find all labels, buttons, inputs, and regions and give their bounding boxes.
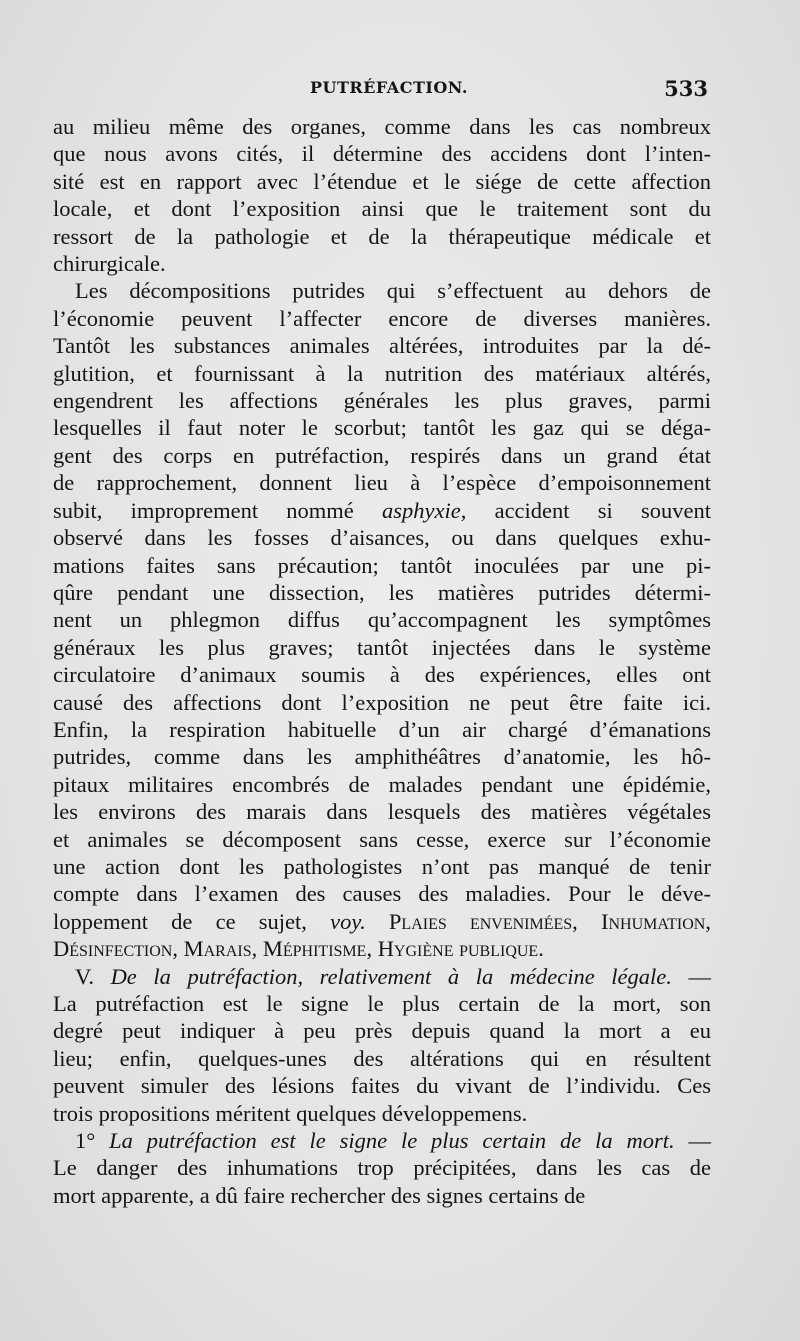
text-run: qûre pendant une dissection, les matières putrides détermi- bbox=[53, 579, 711, 605]
running-head-title: PUTRÉFACTION. bbox=[310, 78, 468, 97]
text-run: locale, et dont l’exposition ainsi que le traitement sont du bbox=[53, 196, 711, 222]
text-run: — bbox=[674, 1128, 712, 1154]
text-run: accident si souvent bbox=[466, 497, 711, 523]
text-line bbox=[53, 305, 711, 332]
text-run: généraux les plus graves; tantôt injectées dans le système bbox=[53, 634, 711, 660]
small-caps-text: Plaies envenimées bbox=[388, 908, 573, 934]
text-line bbox=[53, 963, 711, 990]
text-run: putrides, comme dans les amphithéâtres d’anatomie, les hô- bbox=[53, 744, 711, 770]
text-run: observé dans les fosses d’aisances, ou dans quelques exhu- bbox=[53, 525, 711, 551]
text-line bbox=[53, 1127, 711, 1154]
small-caps-text: Inhumation bbox=[600, 908, 706, 934]
text-run: Les décompositions putrides qui s’effectuent au dehors de bbox=[75, 278, 711, 304]
small-caps-text: Marais bbox=[183, 936, 252, 962]
small-caps-text: Méphitisme bbox=[262, 936, 367, 962]
text-run: de rapprochement, donnent lieu à l’espèce d’empoisonnement bbox=[53, 470, 711, 496]
text-line bbox=[53, 1072, 711, 1099]
text-run: que nous avons cités, il détermine des accidens dont l’inten- bbox=[53, 141, 711, 167]
text-run: — bbox=[671, 963, 712, 989]
text-run: V. bbox=[75, 963, 111, 989]
text-run: compte dans l’examen des causes des maladies. Pour le déve- bbox=[53, 881, 711, 907]
text-line bbox=[53, 689, 711, 716]
text-line bbox=[53, 360, 711, 387]
text-run: trois propositions méritent quelques développemens. bbox=[53, 1100, 528, 1126]
body-text bbox=[53, 113, 711, 1209]
text-run: peuvent simuler des lésions faites du vivant de l’individu. Ces bbox=[53, 1073, 711, 1099]
text-line bbox=[53, 524, 711, 551]
text-run bbox=[366, 909, 389, 934]
text-run: circulatoire d’animaux soumis à des expériences, elles ont bbox=[53, 662, 711, 688]
text-run: mort apparente, a dû faire rechercher des signes certains de bbox=[53, 1182, 586, 1208]
text-line bbox=[53, 1017, 711, 1044]
text-run: une action dont les pathologistes n’ont pas manqué de tenir bbox=[53, 853, 711, 879]
text-line bbox=[53, 634, 711, 661]
text-line bbox=[53, 579, 711, 606]
text-run: , bbox=[572, 908, 601, 934]
text-line bbox=[53, 771, 711, 798]
text-line bbox=[53, 1045, 711, 1072]
text-line bbox=[53, 442, 711, 469]
text-line bbox=[53, 414, 711, 441]
text-line bbox=[53, 880, 711, 907]
text-run: pitaux militaires encombrés de malades pendant une épidémie, bbox=[53, 771, 711, 797]
italic-text: voy. bbox=[330, 908, 366, 934]
italic-text: asphyxie, bbox=[382, 497, 467, 523]
small-caps-text: Désinfection bbox=[53, 936, 173, 962]
text-line bbox=[53, 250, 711, 277]
text-run: , bbox=[251, 936, 263, 962]
text-line bbox=[53, 661, 711, 688]
text-run: , bbox=[366, 936, 378, 962]
text-run: glutition, et fournissant à la nutrition des matériaux altérés, bbox=[53, 360, 711, 386]
text-run: sité est en rapport avec l’étendue et le siége de cette affection bbox=[53, 168, 711, 194]
text-run: l’économie peuvent l’affecter encore de diverses manières. bbox=[53, 305, 711, 331]
text-run: chirurgicale. bbox=[53, 251, 166, 277]
text-line bbox=[53, 168, 711, 195]
text-line bbox=[53, 826, 711, 853]
text-run: mations faites sans précaution; tantôt inoculées par une pi- bbox=[53, 552, 711, 578]
italic-text: De la putréfaction, relativement à la médecine légale. bbox=[110, 963, 672, 989]
text-run: Enfin, la respiration habituelle d’un air chargé d’émanations bbox=[53, 716, 711, 742]
text-line bbox=[53, 140, 711, 167]
text-line bbox=[53, 332, 711, 359]
text-line bbox=[53, 552, 711, 579]
text-run: Le danger des inhumations trop précipitées, dans les cas de bbox=[53, 1155, 711, 1181]
text-line bbox=[53, 195, 711, 222]
text-run: degré peut indiquer à peu près depuis quand la mort a eu bbox=[53, 1018, 711, 1044]
text-run: , bbox=[705, 908, 711, 934]
page-number: 533 bbox=[664, 76, 708, 101]
text-line bbox=[53, 990, 711, 1017]
text-run: et animales se décomposent sans cesse, exerce sur l’économie bbox=[53, 826, 711, 852]
text-line bbox=[53, 1182, 711, 1209]
text-line bbox=[53, 798, 711, 825]
text-run: les environs des marais dans lesquels des matières végétales bbox=[53, 799, 711, 825]
text-run: subit, improprement nommé bbox=[53, 497, 383, 523]
text-line bbox=[53, 223, 711, 250]
text-run: gent des corps en putréfaction, respirés dans un grand état bbox=[53, 442, 711, 468]
text-line bbox=[53, 743, 711, 770]
text-run: ressort de la pathologie et de la thérapeutique médicale et bbox=[53, 223, 711, 249]
text-run: nent un phlegmon diffus qu’accompagnent les symptômes bbox=[53, 607, 711, 633]
text-run: au milieu même des organes, comme dans les cas nombreux bbox=[53, 114, 711, 139]
text-line bbox=[53, 853, 711, 880]
text-run: , bbox=[172, 936, 184, 962]
text-run: loppement de ce sujet, bbox=[53, 908, 331, 934]
running-head bbox=[0, 78, 800, 104]
text-run: Tantôt les substances animales altérées, introduites par la dé- bbox=[53, 333, 711, 359]
text-run: 1° bbox=[75, 1128, 110, 1154]
text-run: lesquelles il faut noter le scorbut; tantôt les gaz qui se déga- bbox=[53, 415, 711, 441]
text-line bbox=[53, 606, 711, 633]
text-line bbox=[53, 1100, 711, 1127]
text-line bbox=[53, 387, 711, 414]
small-caps-text: Hygiène publique bbox=[377, 936, 539, 962]
text-run: . bbox=[538, 936, 544, 962]
text-line bbox=[53, 277, 711, 304]
text-run: causé des affections dont l’exposition ne peut être faite ici. bbox=[53, 689, 711, 715]
text-line bbox=[53, 113, 711, 140]
text-line bbox=[53, 1154, 711, 1181]
text-run: lieu; enfin, quelques-unes des altérations qui en résultent bbox=[53, 1045, 711, 1071]
text-line bbox=[53, 935, 711, 962]
text-line bbox=[53, 716, 711, 743]
italic-text: La putréfaction est le signe le plus certain de la mort. bbox=[109, 1128, 675, 1154]
text-line bbox=[53, 469, 711, 496]
text-run: engendrent les affections générales les plus graves, parmi bbox=[53, 388, 711, 414]
text-line bbox=[53, 497, 711, 524]
text-line bbox=[53, 908, 711, 935]
text-run: La putréfaction est le signe le plus certain de la mort, son bbox=[53, 991, 711, 1016]
